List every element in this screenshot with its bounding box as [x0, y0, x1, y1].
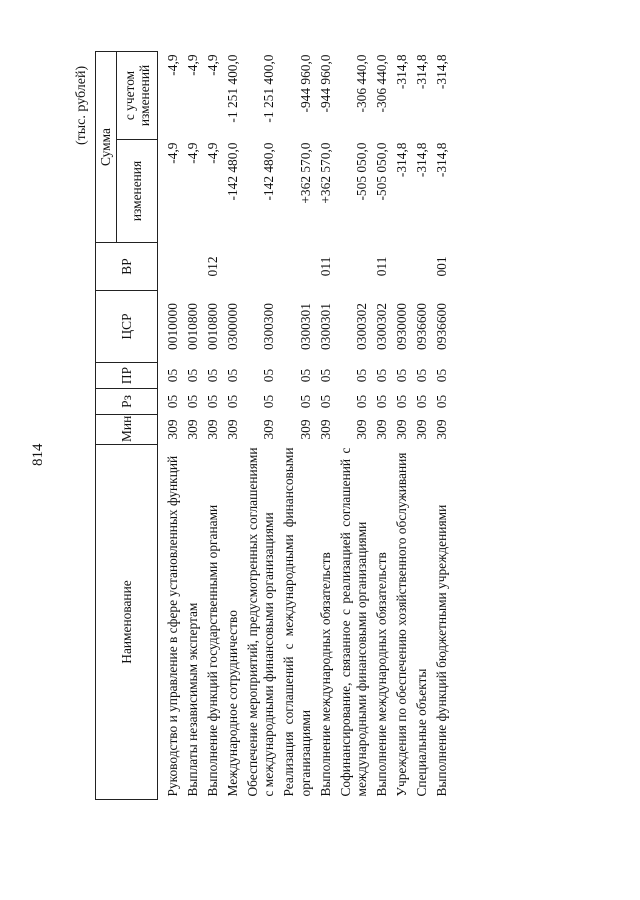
table-row	[392, 51, 412, 799]
row-csr-cell: 0300000	[225, 303, 241, 350]
table-row	[412, 51, 432, 799]
row-pr-cell: 05	[225, 368, 241, 383]
row-change-cell: -142 480,0	[261, 142, 277, 201]
row-change-cell: -314,8	[414, 142, 430, 178]
row-total-cell: -314,8	[434, 54, 450, 90]
row-vr-cell	[163, 243, 183, 291]
row-change-cell: -4,9	[165, 142, 180, 164]
row-rz-cell: 05	[185, 394, 201, 409]
row-name-cell: Софинансирование, связанное с реализацией соглашений с международными финансовыми организациями	[337, 447, 369, 797]
table-row	[372, 51, 392, 799]
table-row	[316, 51, 336, 799]
row-total-cell: -4,9	[205, 54, 221, 76]
row-min-cell: 309	[393, 419, 409, 440]
row-total-cell: -4,9	[185, 54, 201, 76]
table-row	[336, 51, 372, 799]
header-pr: ПР	[96, 363, 158, 389]
header-csr: ЦСР	[96, 291, 158, 363]
table-row	[203, 51, 223, 799]
row-pr-cell: 05	[317, 368, 333, 383]
table-row	[183, 51, 203, 799]
row-vr-cell	[243, 243, 279, 291]
row-min-cell: 309	[353, 419, 369, 440]
row-change-cell: -314,8	[434, 142, 450, 178]
row-total-cell: -1 251 400,0	[225, 54, 241, 123]
row-csr-cell: 0300302	[353, 303, 369, 350]
header-vr: ВР	[96, 243, 158, 291]
row-min-cell: 309	[373, 419, 389, 440]
row-total-cell: -944 960,0	[297, 54, 313, 113]
row-total-cell: -314,8	[414, 54, 430, 90]
page-number: 814	[30, 443, 46, 466]
header-with-changes: с учетом изменений	[117, 51, 158, 139]
row-name-cell: Выполнение международных обязательств	[317, 552, 333, 797]
row-min-cell: 309	[297, 419, 313, 440]
row-csr-cell: 0936600	[414, 303, 430, 350]
header-change: изменения	[117, 140, 158, 243]
row-csr-cell: 0930000	[393, 303, 409, 350]
header-row-1	[96, 51, 117, 799]
row-csr-cell: 0300301	[297, 303, 313, 350]
row-total-cell: -306 440,0	[373, 54, 389, 113]
row-csr-cell: 0300302	[373, 303, 389, 350]
row-name-cell: Реализация соглашений с международными финансовыми организациями	[281, 447, 313, 797]
row-change-cell: +362 570,0	[317, 142, 333, 204]
row-min-cell: 309	[205, 419, 221, 440]
row-csr-cell: 0010800	[185, 303, 201, 350]
row-pr-cell: 05	[185, 368, 201, 383]
row-rz-cell: 05	[434, 394, 450, 409]
table-row	[432, 51, 452, 799]
row-change-cell: -505 050,0	[353, 142, 369, 201]
row-rz-cell: 05	[373, 394, 389, 409]
row-name-cell: Руководство и управление в сфере установленных функций	[165, 455, 180, 797]
row-min-cell: 309	[414, 419, 430, 440]
row-pr-cell: 05	[297, 368, 313, 383]
row-csr-cell: 0010800	[205, 303, 221, 350]
row-name-cell: Обеспечение мероприятий, предусмотренных соглашениями с международными финансовыми организациями	[245, 447, 277, 797]
row-min-cell: 309	[165, 419, 180, 440]
row-total-cell: -4,9	[165, 54, 180, 76]
row-vr-cell: 012	[205, 256, 221, 277]
row-rz-cell: 05	[393, 394, 409, 409]
row-name-cell: Выполнение международных обязательств	[373, 552, 389, 797]
row-change-cell: -142 480,0	[225, 142, 241, 201]
row-min-cell: 309	[225, 419, 241, 440]
row-total-cell: -314,8	[393, 54, 409, 90]
row-rz-cell: 05	[353, 394, 369, 409]
row-total-cell: -1 251 400,0	[261, 54, 277, 123]
units-label: (тыс. рублей)	[74, 65, 89, 145]
row-pr-cell: 05	[393, 368, 409, 383]
row-vr-cell	[183, 243, 203, 291]
row-vr-cell	[223, 243, 243, 291]
header-sum: Сумма	[96, 51, 117, 242]
row-pr-cell: 05	[205, 368, 221, 383]
row-name-cell: Международное сотрудничество	[225, 610, 241, 797]
header-rz: Рз	[96, 389, 158, 415]
row-vr-cell	[392, 243, 412, 291]
row-min-cell: 309	[261, 419, 277, 440]
row-pr-cell: 05	[261, 368, 277, 383]
row-csr-cell: 0010000	[165, 303, 180, 350]
row-rz-cell: 05	[297, 394, 313, 409]
row-change-cell: -505 050,0	[373, 142, 389, 201]
row-name-cell: Учреждения по обеспечению хозяйственного обслуживания	[393, 452, 409, 797]
row-pr-cell: 05	[414, 368, 430, 383]
row-rz-cell: 05	[225, 394, 241, 409]
row-change-cell: -4,9	[185, 142, 201, 164]
header-min: Мин	[96, 415, 158, 445]
row-vr-cell: 011	[373, 256, 389, 277]
table-row	[223, 51, 243, 799]
row-vr-cell: 011	[317, 256, 333, 277]
row-rz-cell: 05	[165, 394, 180, 409]
row-change-cell: -314,8	[393, 142, 409, 178]
row-rz-cell: 05	[261, 394, 277, 409]
row-total-cell: -944 960,0	[317, 54, 333, 113]
row-total-cell: -306 440,0	[353, 54, 369, 113]
row-vr-cell	[412, 243, 432, 291]
row-change-cell: -4,9	[205, 142, 221, 164]
row-csr-cell: 0300300	[261, 303, 277, 350]
row-min-cell: 309	[185, 419, 201, 440]
row-name-cell: Выполнение функций государственными органами	[205, 504, 221, 797]
row-pr-cell: 05	[373, 368, 389, 383]
budget-table	[95, 51, 452, 800]
row-rz-cell: 05	[317, 394, 333, 409]
row-change-cell: +362 570,0	[297, 142, 313, 204]
table-row	[163, 51, 183, 799]
row-name-cell: Специальные объекты	[414, 668, 430, 797]
row-rz-cell: 05	[205, 394, 221, 409]
row-csr-cell: 0300301	[317, 303, 333, 350]
table-body	[158, 51, 453, 799]
header-name: Наименование	[96, 445, 158, 800]
table-row	[279, 51, 315, 799]
row-vr-cell	[279, 243, 315, 291]
row-min-cell: 309	[434, 419, 450, 440]
row-vr-cell: 001	[434, 256, 450, 277]
row-name-cell: Выплаты независимым экспертам	[185, 602, 201, 797]
table-row	[243, 51, 279, 799]
row-name-cell: Выполнение функций бюджетными учреждениями	[434, 504, 450, 797]
row-vr-cell	[336, 243, 372, 291]
row-pr-cell: 05	[353, 368, 369, 383]
row-pr-cell: 05	[165, 368, 180, 383]
row-pr-cell: 05	[434, 368, 450, 383]
row-min-cell: 309	[317, 419, 333, 440]
row-csr-cell: 0936600	[434, 303, 450, 350]
row-rz-cell: 05	[414, 394, 430, 409]
